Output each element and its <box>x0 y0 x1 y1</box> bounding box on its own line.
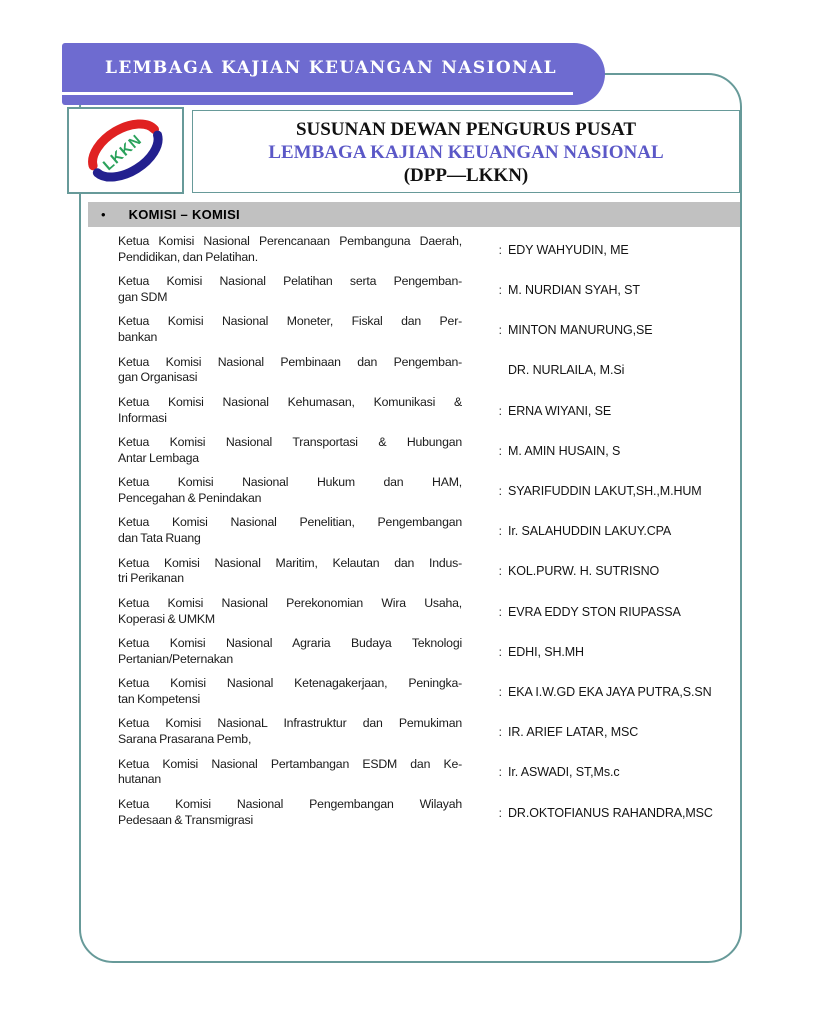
person-name: M. NURDIAN SYAH, ST <box>508 282 640 297</box>
bullet-icon: • <box>101 207 106 222</box>
list-item <box>118 515 740 546</box>
person-name: Ir. ASWADI, ST,Ms.c <box>508 765 620 780</box>
description-line: Pencegahan & Penindakan <box>118 490 262 505</box>
description-line: Ketua Komisi Nasional Maritim, Kelautan dan Indus- <box>118 555 462 570</box>
position-description <box>118 274 462 305</box>
description-line: Ketua Komisi Nasional Ketenagakerjaan, Peningka- <box>118 676 462 691</box>
position-description <box>118 475 462 506</box>
position-description <box>118 636 462 667</box>
section-header <box>88 202 740 227</box>
logo-text: LKKN <box>99 131 146 175</box>
description-line: Ketua Komisi Nasional Penelitian, Pengembangan <box>118 515 462 530</box>
list-item <box>118 395 740 426</box>
description-line: bankan <box>118 330 158 345</box>
separator-colon: : <box>498 524 502 539</box>
description-line: Ketua Komisi Nasional Kehumasan, Komunikasi & <box>118 394 462 409</box>
list-item <box>118 797 740 828</box>
separator-colon: : <box>498 725 502 740</box>
position-description <box>118 596 462 627</box>
description-line: Pedesaan & Transmigrasi <box>118 812 254 827</box>
description-line: Koperasi & UMKM <box>118 611 215 626</box>
description-line: Sarana Prasarana Pemb, <box>118 732 252 747</box>
separator-colon: : <box>498 644 502 659</box>
position-description <box>118 757 462 788</box>
position-description <box>118 716 462 747</box>
lkkn-logo-icon <box>70 110 181 191</box>
description-line: Ketua Komisi Nasional Moneter, Fiskal dan Per- <box>118 314 462 329</box>
list-item <box>118 757 740 788</box>
person-name: DR.OKTOFIANUS RAHANDRA,MSC <box>508 805 713 820</box>
description-line: Informasi <box>118 410 167 425</box>
description-line: Ketua Komisi Nasional Pelatihan serta Pengemban- <box>118 274 462 289</box>
person-name: M. AMIN HUSAIN, S <box>508 443 621 458</box>
title-line-2: LEMBAGA KAJIAN KEUANGAN NASIONAL <box>268 141 664 163</box>
list-item <box>118 435 740 466</box>
list-item <box>118 274 740 305</box>
separator-colon: : <box>498 684 502 699</box>
description-line: Antar Lembaga <box>118 450 199 465</box>
person-name: EDHI, SH.MH <box>508 644 584 659</box>
title-line-3: (DPP—LKKN) <box>403 164 529 186</box>
person-name: EKA I.W.GD EKA JAYA PUTRA,S.SN <box>508 684 712 699</box>
position-description <box>118 556 462 587</box>
list-item <box>118 355 740 386</box>
person-name: SYARIFUDDIN LAKUT,SH.,M.HUM <box>508 483 702 498</box>
description-line: tan Kompetensi <box>118 691 201 706</box>
separator-colon: : <box>498 483 502 498</box>
person-name: EVRA EDDY STON RIUPASSA <box>508 604 681 619</box>
separator-colon: : <box>498 282 502 297</box>
position-description <box>118 314 462 345</box>
description-line: hutanan <box>118 772 162 787</box>
separator-colon: : <box>498 805 502 820</box>
komisi-list <box>88 234 740 828</box>
list-item <box>118 556 740 587</box>
description-line: Ketua Komisi Nasional Transportasi & Hubungan <box>118 435 462 450</box>
list-item <box>118 716 740 747</box>
separator-colon: : <box>498 323 502 338</box>
list-item <box>118 234 740 265</box>
person-name: MINTON MANURUNG,SE <box>508 323 653 338</box>
position-description <box>118 676 462 707</box>
person-name: ERNA WIYANI, SE <box>508 403 612 418</box>
separator-colon: : <box>498 765 502 780</box>
lkkn-logo <box>67 107 184 194</box>
person-name: EDY WAHYUDIN, ME <box>508 242 629 257</box>
title-block <box>192 110 740 193</box>
position-description <box>118 797 462 828</box>
position-description <box>118 234 462 265</box>
position-description <box>118 395 462 426</box>
list-item <box>118 596 740 627</box>
person-name: DR. NURLAILA, M.Si <box>508 363 625 378</box>
description-line: gan Organisasi <box>118 370 198 385</box>
separator-colon: : <box>498 242 502 257</box>
description-line: Ketua Komisi Nasional Agraria Budaya Teknologi <box>118 636 462 651</box>
position-description <box>118 515 462 546</box>
person-name: Ir. SALAHUDDIN LAKUY.CPA <box>508 524 672 539</box>
section-title: KOMISI – KOMISI <box>128 207 240 222</box>
description-line: Pendidikan, dan Pelatihan. <box>118 249 258 264</box>
list-item <box>118 475 740 506</box>
description-line: gan SDM <box>118 289 168 304</box>
list-item <box>118 314 740 345</box>
description-line: dan Tata Ruang <box>118 531 201 546</box>
person-name: KOL.PURW. H. SUTRISNO <box>508 564 660 579</box>
header-banner <box>62 43 605 105</box>
description-line: Ketua Komisi Nasional Pengembangan Wilayah <box>118 796 462 811</box>
description-line: Pertanian/Peternakan <box>118 651 233 666</box>
description-line: Ketua Komisi Nasional Hukum dan HAM, <box>118 475 462 490</box>
person-name: IR. ARIEF LATAR, MSC <box>508 725 639 740</box>
banner-underline <box>62 92 573 95</box>
main-content <box>88 202 740 837</box>
separator-colon: : <box>498 443 502 458</box>
description-line: Ketua Komisi Nasional Pembinaan dan Pengemban- <box>118 354 462 369</box>
description-line: tri Perikanan <box>118 571 184 586</box>
list-item <box>118 676 740 707</box>
description-line: Ketua Komisi Nasional Pertambangan ESDM dan Ke- <box>118 756 462 771</box>
organization-name: LEMBAGA KAJIAN KEUANGAN NASIONAL <box>105 58 558 78</box>
description-line: Ketua Komisi Nasional Perencanaan Pembanguna Daerah, <box>118 234 462 248</box>
position-description <box>118 355 462 386</box>
description-line: Ketua Komisi Nasional Perekonomian Wira Usaha, <box>118 595 462 610</box>
description-line: Ketua Komisi NasionaL Infrastruktur dan Pemukiman <box>118 716 462 731</box>
separator-colon: : <box>498 403 502 418</box>
separator-colon: : <box>498 564 502 579</box>
list-item <box>118 636 740 667</box>
position-description <box>118 435 462 466</box>
separator-colon: : <box>498 604 502 619</box>
title-line-1: SUSUNAN DEWAN PENGURUS PUSAT <box>295 118 637 140</box>
